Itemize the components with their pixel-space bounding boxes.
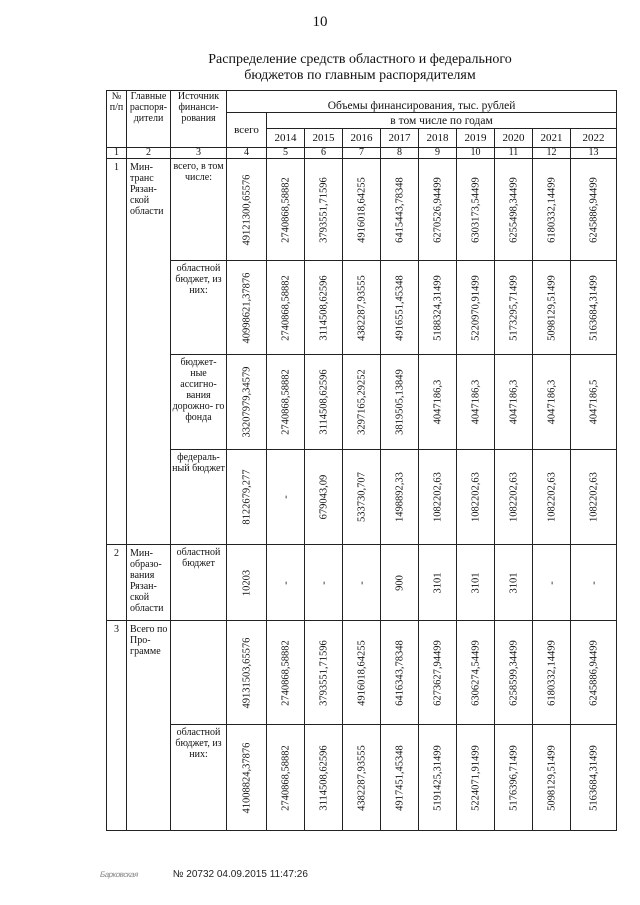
value-cell	[571, 621, 617, 725]
value-text: 5098129,51499	[546, 274, 557, 341]
column-index: 9	[419, 148, 457, 159]
value-text: 6306274,54499	[470, 639, 481, 706]
value-text: 4916018,64255	[356, 639, 367, 706]
row-number: 2	[107, 545, 127, 621]
value-cell	[305, 450, 343, 545]
value-cell	[571, 355, 617, 450]
value-cell	[267, 621, 305, 725]
value-text: 5224071,91499	[470, 744, 481, 811]
value-text: 33207979,34579	[241, 366, 252, 438]
column-index: 7	[343, 148, 381, 159]
value-cell	[343, 725, 381, 831]
value-cell	[533, 621, 571, 725]
value-cell	[457, 261, 495, 355]
header-year: 2019	[457, 129, 495, 148]
doc-info: № 20732 04.09.2015 11:47:26	[172, 869, 308, 880]
value-cell	[533, 545, 571, 621]
value-cell	[457, 159, 495, 261]
value-cell	[227, 261, 267, 355]
page-number: 10	[312, 14, 328, 30]
financing-table	[106, 90, 617, 831]
value-text: 5098129,51499	[546, 744, 557, 811]
value-cell	[381, 261, 419, 355]
value-text: 4916551,45348	[394, 274, 405, 341]
value-text: 3114508,62596	[318, 274, 329, 341]
funding-source: областной бюджет, из них:	[171, 725, 227, 831]
value-text: 3793551,71596	[318, 176, 329, 243]
value-text: 6415443,78348	[394, 176, 405, 243]
value-text: 4917451,45348	[394, 744, 405, 811]
value-cell	[495, 261, 533, 355]
column-index: 12	[533, 148, 571, 159]
value-cell	[381, 545, 419, 621]
value-cell	[267, 725, 305, 831]
header-volumes: Объемы финансирования, тыс. рублей	[227, 91, 617, 113]
value-cell	[419, 725, 457, 831]
header-year: 2014	[267, 129, 305, 148]
value-cell	[457, 355, 495, 450]
value-cell	[227, 545, 267, 621]
value-text: 679043,09	[318, 474, 329, 520]
value-text: 4382287,93555	[356, 274, 367, 341]
header-source: Источник финанси- рования	[171, 91, 227, 148]
funding-source: бюджет- ные ассигно- вания дорожно- го фонда	[171, 355, 227, 450]
funding-source: областной бюджет, из них:	[171, 261, 227, 355]
value-cell	[305, 261, 343, 355]
value-text: 8122679,277	[241, 469, 252, 525]
title-line-2: бюджетов по главным распорядителям	[244, 68, 476, 83]
value-text: 2740868,58882	[280, 744, 291, 811]
value-cell	[495, 450, 533, 545]
value-text: 4382287,93555	[356, 744, 367, 811]
value-text: 6245886,94499	[588, 176, 600, 243]
column-index: 2	[127, 148, 171, 159]
value-cell	[457, 725, 495, 831]
value-text: 3297165,29252	[356, 369, 367, 435]
column-index: 6	[305, 148, 343, 159]
table-row	[107, 261, 617, 355]
column-index: 1	[107, 148, 127, 159]
value-cell	[495, 545, 533, 621]
value-text: 2740868,58882	[280, 274, 291, 341]
value-text: 1082202,63	[588, 472, 600, 522]
value-text: 1082202,63	[470, 472, 481, 522]
value-text: 2740868,58882	[280, 176, 291, 243]
value-text: -	[280, 580, 291, 585]
value-cell	[267, 261, 305, 355]
value-text: 5163684,31499	[588, 274, 600, 341]
value-cell	[495, 355, 533, 450]
value-cell	[419, 545, 457, 621]
value-cell	[419, 355, 457, 450]
value-cell	[227, 725, 267, 831]
header-num: № п/п	[107, 91, 127, 148]
value-text: 900	[394, 574, 405, 591]
value-text: 2740868,58882	[280, 369, 291, 435]
value-text: 3101	[470, 572, 481, 593]
value-text: 4047186,3	[508, 379, 519, 425]
value-cell	[227, 159, 267, 261]
funding-source: всего, в том числе:	[171, 159, 227, 261]
header-year: 2016	[343, 129, 381, 148]
value-text: 3114508,62596	[318, 369, 329, 435]
manager-name: Мин- образо- вания Рязан- ской области	[127, 545, 171, 621]
value-text: 6258599,34499	[508, 639, 519, 706]
value-text: 6416343,78348	[394, 639, 405, 706]
header-year: 2018	[419, 129, 457, 148]
table-row	[107, 621, 617, 725]
page-title	[150, 52, 570, 84]
signature-stamp: Барковская	[99, 870, 139, 879]
value-cell	[571, 159, 617, 261]
column-index: 10	[457, 148, 495, 159]
manager-name: Мин- транс Рязан- ской области	[127, 159, 171, 545]
value-text: 6273627,94499	[432, 639, 443, 706]
value-cell	[267, 159, 305, 261]
value-cell	[267, 545, 305, 621]
table-row	[107, 355, 617, 450]
value-cell	[457, 545, 495, 621]
value-cell	[305, 725, 343, 831]
value-text: 1082202,63	[508, 472, 519, 522]
header-manager: Главные распоря- дители	[127, 91, 171, 148]
row-number: 3	[107, 621, 127, 831]
column-index: 4	[227, 148, 267, 159]
value-text: -	[280, 495, 291, 499]
table-row	[107, 725, 617, 831]
manager-name: Всего по Про- грамме	[127, 621, 171, 831]
value-cell	[343, 450, 381, 545]
value-cell	[305, 621, 343, 725]
value-cell	[343, 621, 381, 725]
table-row	[107, 450, 617, 545]
value-cell	[227, 621, 267, 725]
value-text: 3101	[432, 572, 443, 593]
column-index: 8	[381, 148, 419, 159]
value-text: 533730,707	[356, 472, 367, 522]
header-year: 2015	[305, 129, 343, 148]
value-cell	[381, 355, 419, 450]
value-text: 6270526,94499	[432, 176, 443, 243]
value-text: 3819505,13849	[394, 369, 405, 435]
value-text: 3793551,71596	[318, 639, 329, 706]
header-year: 2017	[381, 129, 419, 148]
value-text: 1082202,63	[546, 472, 557, 522]
value-text: 6245886,94499	[588, 639, 600, 706]
value-cell	[227, 355, 267, 450]
column-index: 5	[267, 148, 305, 159]
value-text: -	[546, 580, 557, 585]
value-cell	[343, 159, 381, 261]
value-cell	[381, 450, 419, 545]
funding-source: областной бюджет	[171, 545, 227, 621]
value-text: 5163684,31499	[588, 744, 600, 811]
value-cell	[533, 450, 571, 545]
value-cell	[533, 725, 571, 831]
value-text: 5220970,91499	[470, 274, 481, 341]
value-cell	[495, 159, 533, 261]
value-cell	[267, 450, 305, 545]
value-cell	[227, 450, 267, 545]
value-cell	[533, 261, 571, 355]
header-by-years: в том числе по годам	[267, 113, 617, 129]
value-cell	[571, 725, 617, 831]
value-cell	[419, 261, 457, 355]
header-year: 2021	[533, 129, 571, 148]
value-text: 3101	[508, 572, 519, 593]
value-text: -	[356, 580, 367, 585]
value-text: 10203	[241, 569, 252, 596]
value-text: 5176396,71499	[508, 744, 519, 811]
value-cell	[343, 545, 381, 621]
header-year: 2022	[571, 129, 617, 148]
value-cell	[267, 355, 305, 450]
value-text: 1082202,63	[432, 472, 443, 522]
value-text: 41008824,37876	[241, 742, 252, 813]
value-text: -	[318, 580, 329, 585]
footer	[100, 869, 308, 880]
value-cell	[305, 159, 343, 261]
value-cell	[381, 621, 419, 725]
table-row	[107, 159, 617, 261]
value-cell	[343, 261, 381, 355]
header-year: 2020	[495, 129, 533, 148]
value-text: 5188324,31499	[432, 274, 443, 341]
value-text: 2740868,58882	[280, 639, 291, 706]
value-text: 3114508,62596	[318, 744, 329, 811]
row-number: 1	[107, 159, 127, 545]
funding-source: федераль- ный бюджет	[171, 450, 227, 545]
value-text: 5191425,31499	[432, 744, 443, 811]
title-line-1: Распределение средств областного и федерального	[208, 52, 512, 67]
table-row	[107, 545, 617, 621]
value-text: 49131503,65576	[241, 637, 252, 708]
value-cell	[305, 545, 343, 621]
value-text: 4916018,64255	[356, 176, 367, 243]
value-text: 5173295,71499	[508, 274, 519, 341]
value-cell	[419, 450, 457, 545]
header-total: всего	[227, 113, 267, 148]
value-text: 6180332,14499	[546, 639, 557, 706]
value-cell	[381, 159, 419, 261]
value-text: 6255498,34499	[508, 176, 519, 243]
value-text: 1498892,33	[394, 472, 405, 522]
value-cell	[571, 261, 617, 355]
value-text: 6180332,14499	[546, 176, 557, 243]
value-text: 4047186,5	[588, 379, 600, 425]
value-cell	[305, 355, 343, 450]
value-text: 4047186,3	[432, 379, 443, 425]
value-text: -	[588, 580, 600, 585]
funding-source	[171, 621, 227, 725]
value-cell	[571, 545, 617, 621]
value-text: 6303173,54499	[470, 176, 481, 243]
value-cell	[533, 355, 571, 450]
value-text: 4047186,3	[470, 379, 481, 425]
value-cell	[381, 725, 419, 831]
value-cell	[495, 621, 533, 725]
value-text: 49121300,65576	[241, 174, 252, 245]
value-cell	[343, 355, 381, 450]
value-cell	[457, 621, 495, 725]
value-cell	[419, 621, 457, 725]
column-index: 13	[571, 148, 617, 159]
column-index: 3	[171, 148, 227, 159]
value-cell	[571, 450, 617, 545]
value-text: 4047186,3	[546, 379, 557, 425]
value-cell	[533, 159, 571, 261]
value-text: 40998621,37876	[241, 272, 252, 343]
column-index: 11	[495, 148, 533, 159]
value-cell	[419, 159, 457, 261]
value-cell	[457, 450, 495, 545]
value-cell	[495, 725, 533, 831]
